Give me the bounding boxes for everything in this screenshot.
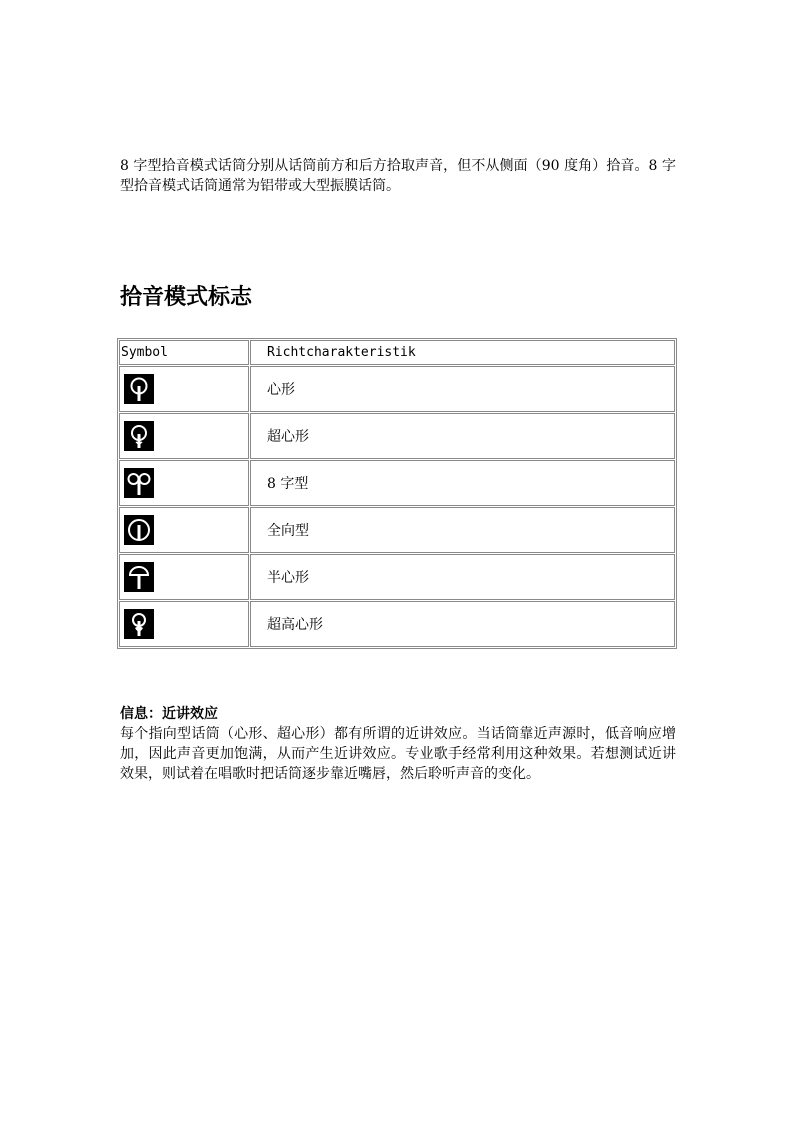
figure-eight-icon	[124, 468, 154, 498]
row-label: 超高心形	[250, 601, 675, 647]
omnidirectional-icon	[124, 515, 154, 545]
header-characteristic: Richtcharakteristik	[250, 340, 675, 365]
cardioid-icon	[124, 374, 154, 404]
table-row	[119, 554, 675, 600]
row-label: 心形	[250, 366, 675, 412]
row-label: 半心形	[250, 554, 675, 600]
half-cardioid-icon	[124, 562, 154, 592]
table-row	[119, 460, 675, 506]
table-row	[119, 413, 675, 459]
section-title: 拾音模式标志	[120, 285, 253, 310]
table-row	[119, 507, 675, 553]
hypercardioid-icon	[124, 609, 154, 639]
header-symbol: Symbol	[119, 340, 249, 365]
info-body: 每个指向型话筒（心形、超心形）都有所谓的近讲效应。当话筒靠近声源时，低音响应增加，因此声音更加饱满，从而产生近讲效应。专业歌手经常利用这种效果。若想测试近讲效果，则试着在唱歌时把话筒逐步靠近嘴唇，然后聆听声音的变化。	[120, 726, 676, 782]
table-row	[119, 601, 675, 647]
table-header-row	[119, 340, 675, 365]
intro-paragraph: 8 字型拾音模式话筒分别从话筒前方和后方拾取声音，但不从侧面（90 度角）拾音。8 字型拾音模式话筒通常为铝带或大型振膜话筒。	[120, 158, 676, 194]
row-label: 超心形	[250, 413, 675, 459]
row-label: 8 字型	[250, 460, 675, 506]
row-label: 全向型	[250, 507, 675, 553]
info-title: 信息：近讲效应	[120, 706, 218, 722]
table-row	[119, 366, 675, 412]
polar-pattern-table	[117, 338, 677, 649]
supercardioid-icon	[124, 421, 154, 451]
